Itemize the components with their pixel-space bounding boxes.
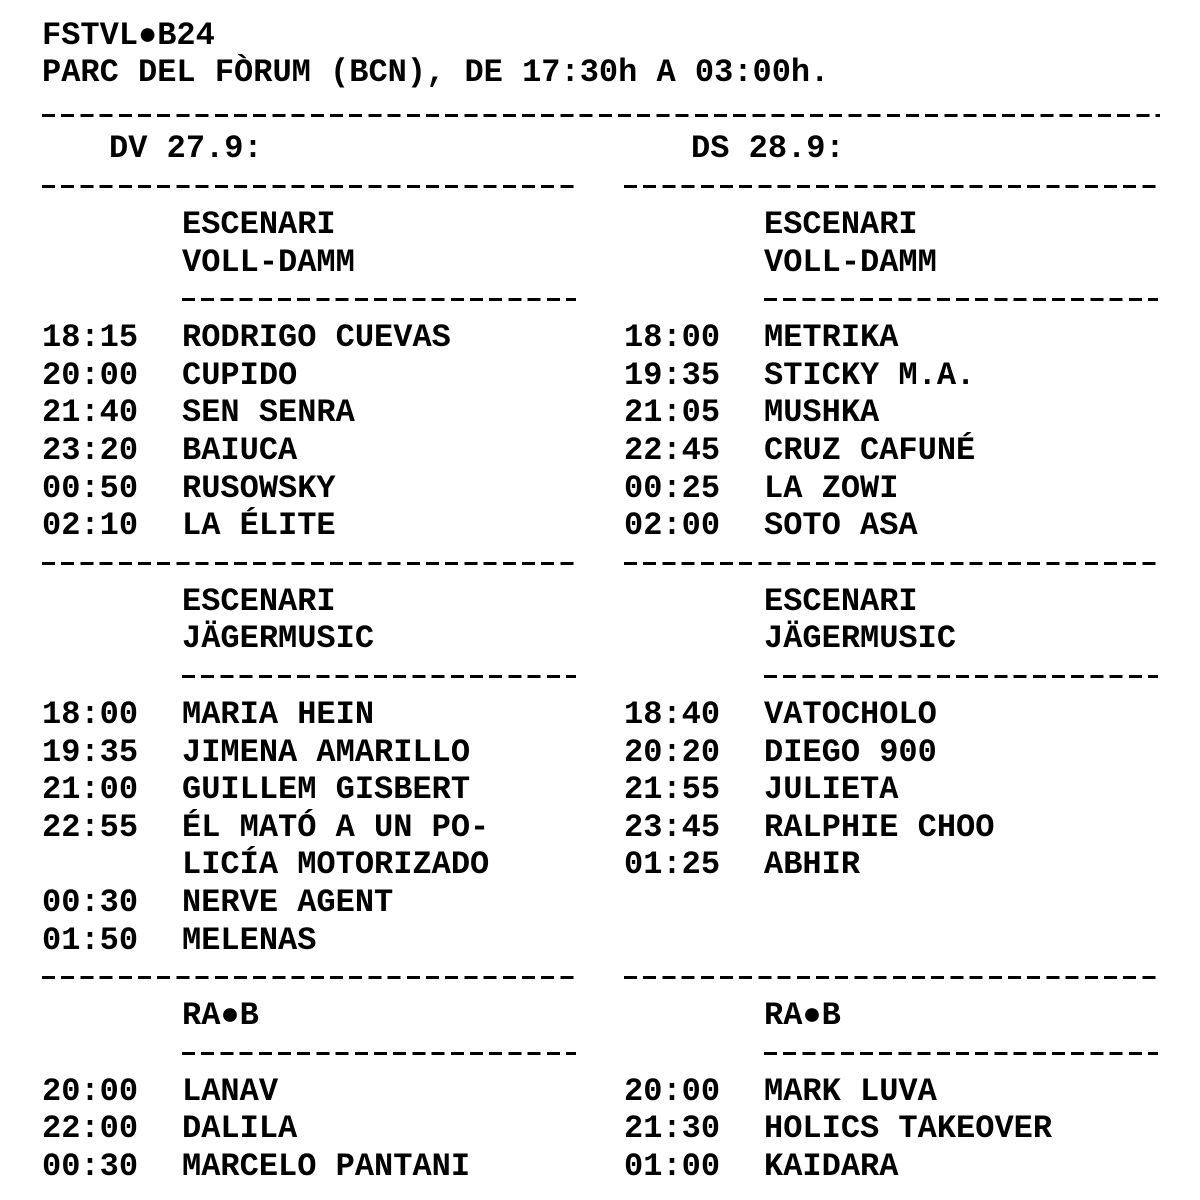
act-time xyxy=(42,846,182,884)
act-name: RALPHIE CHOO xyxy=(764,808,995,846)
divider-line xyxy=(42,545,582,583)
act-name: BAIUCA xyxy=(182,431,298,469)
act-row xyxy=(42,884,582,922)
stage-name-line: RA●B xyxy=(764,997,841,1035)
act-name: ÉL MATÓ A UN PO- xyxy=(182,808,490,846)
act-row xyxy=(624,734,1164,772)
act-name: LA ZOWI xyxy=(764,469,899,507)
dashed-rule xyxy=(624,185,1158,188)
stage-name-line: ESCENARI xyxy=(764,206,918,243)
divider-line xyxy=(624,1035,1164,1073)
act-time: 18:00 xyxy=(42,695,139,733)
dashed-rule xyxy=(42,976,576,979)
act-time: 00:25 xyxy=(624,469,721,507)
dashed-rule xyxy=(42,185,576,188)
act-row xyxy=(42,846,582,884)
act-row xyxy=(42,319,582,357)
act-time: 00:30 xyxy=(42,1147,139,1185)
act-time: 21:55 xyxy=(624,771,721,809)
act-row xyxy=(624,394,1164,432)
act-time: 20:20 xyxy=(624,733,721,771)
act-time: 02:00 xyxy=(624,507,721,545)
act-time: 20:00 xyxy=(624,1072,721,1110)
act-time: 00:50 xyxy=(42,469,139,507)
act-row xyxy=(624,470,1164,508)
act-name: VATOCHOLO xyxy=(764,695,937,733)
act-row xyxy=(42,1073,582,1111)
day-column-friday xyxy=(42,130,582,1185)
act-time: 21:40 xyxy=(42,394,139,432)
act-name: MUSHKA xyxy=(764,394,880,432)
act-time: 19:35 xyxy=(42,733,139,771)
act-name: RUSOWSKY xyxy=(182,469,336,507)
divider-line xyxy=(624,168,1164,206)
dashed-rule xyxy=(624,976,1158,979)
header-divider xyxy=(42,114,1160,117)
divider-line xyxy=(42,168,582,206)
dashed-rule xyxy=(182,298,576,301)
act-name: DALILA xyxy=(182,1110,298,1148)
stage-name-line: ESCENARI xyxy=(182,582,336,620)
act-row xyxy=(42,507,582,545)
act-row xyxy=(624,357,1164,395)
act-row xyxy=(624,432,1164,470)
divider-line xyxy=(624,545,1164,583)
act-row xyxy=(42,696,582,734)
stage-name-line: JÄGERMUSIC xyxy=(764,620,957,658)
dashed-rule xyxy=(182,1052,576,1055)
act-name: LICÍA MOTORIZADO xyxy=(182,846,490,884)
act-name: METRIKA xyxy=(764,319,899,357)
act-row xyxy=(624,809,1164,847)
act-name: LANAV xyxy=(182,1072,279,1110)
act-time: 21:05 xyxy=(624,394,721,432)
act-name: MARK LUVA xyxy=(764,1072,937,1110)
stage-block xyxy=(624,583,1164,658)
act-row xyxy=(42,470,582,508)
act-time: 20:00 xyxy=(42,1072,139,1110)
dashed-rule xyxy=(764,675,1158,678)
stage-block xyxy=(624,997,1164,1035)
act-name: JIMENA AMARILLO xyxy=(182,733,471,771)
act-name: MARIA HEIN xyxy=(182,695,375,733)
act-name: JULIETA xyxy=(764,771,899,809)
act-time: 02:10 xyxy=(42,507,139,545)
act-name: KAIDARA xyxy=(764,1147,899,1185)
dashed-rule xyxy=(624,562,1158,565)
act-row xyxy=(42,809,582,847)
act-name: ABHIR xyxy=(764,846,861,884)
act-row xyxy=(624,1110,1164,1148)
act-name: GUILLEM GISBERT xyxy=(182,771,471,809)
act-name: SOTO ASA xyxy=(764,507,918,545)
act-name: LA ÉLITE xyxy=(182,507,336,545)
act-row xyxy=(624,922,1164,960)
divider-line xyxy=(42,1035,582,1073)
day-column-saturday xyxy=(624,130,1164,1185)
act-row xyxy=(42,734,582,772)
act-row xyxy=(624,846,1164,884)
act-row xyxy=(42,1110,582,1148)
act-row xyxy=(42,432,582,470)
stage-block xyxy=(42,583,582,658)
act-name: NERVE AGENT xyxy=(182,883,394,921)
dashed-rule xyxy=(182,675,576,678)
dashed-rule xyxy=(764,1052,1158,1055)
stage-block xyxy=(42,997,582,1035)
divider-line xyxy=(624,959,1164,997)
stage-name-line: ESCENARI xyxy=(764,582,918,620)
day-label: DS 28.9: xyxy=(691,130,845,167)
act-row xyxy=(42,1148,582,1186)
day-label: DV 27.9: xyxy=(109,130,263,167)
act-time: 22:55 xyxy=(42,808,139,846)
act-name: HOLICS TAKEOVER xyxy=(764,1110,1053,1148)
act-name: SEN SENRA xyxy=(182,394,355,432)
act-time: 00:30 xyxy=(42,883,139,921)
dashed-rule xyxy=(764,298,1158,301)
act-time: 20:00 xyxy=(42,356,139,394)
act-time: 01:00 xyxy=(624,1147,721,1185)
act-time: 21:00 xyxy=(42,771,139,809)
act-time xyxy=(624,922,764,960)
act-name: CUPIDO xyxy=(182,356,298,394)
act-time: 23:20 xyxy=(42,431,139,469)
act-row xyxy=(624,319,1164,357)
dashed-rule xyxy=(42,562,576,565)
act-row xyxy=(624,507,1164,545)
stage-name-line: RA●B xyxy=(182,997,259,1035)
act-time: 01:50 xyxy=(42,921,139,959)
act-row xyxy=(624,884,1164,922)
act-time: 23:45 xyxy=(624,808,721,846)
act-row xyxy=(42,394,582,432)
divider-line xyxy=(624,658,1164,696)
act-row xyxy=(624,696,1164,734)
act-time: 18:15 xyxy=(42,319,139,357)
act-row xyxy=(42,922,582,960)
act-name: MELENAS xyxy=(182,921,317,959)
act-row xyxy=(42,357,582,395)
act-time: 21:30 xyxy=(624,1110,721,1148)
act-name xyxy=(764,922,1164,960)
divider-line xyxy=(42,658,582,696)
act-time: 19:35 xyxy=(624,356,721,394)
act-name: MARCELO PANTANI xyxy=(182,1147,471,1185)
act-time xyxy=(624,884,764,922)
stage-name-line: VOLL-DAMM xyxy=(764,243,937,281)
stage-block xyxy=(624,206,1164,281)
act-time: 18:40 xyxy=(624,695,721,733)
act-name xyxy=(764,884,1164,922)
act-name: CRUZ CAFUNÉ xyxy=(764,431,976,469)
venue-and-hours: PARC DEL FÒRUM (BCN), DE 17:30h A 03:00h. xyxy=(42,54,830,91)
act-time: 22:00 xyxy=(42,1110,139,1148)
divider-line xyxy=(624,281,1164,319)
act-name: DIEGO 900 xyxy=(764,733,937,771)
festival-title: FSTVL●B24 xyxy=(42,17,215,54)
act-name: RODRIGO CUEVAS xyxy=(182,319,451,357)
act-row xyxy=(42,771,582,809)
act-name: STICKY M.A. xyxy=(764,356,976,394)
act-time: 22:45 xyxy=(624,431,721,469)
act-time: 18:00 xyxy=(624,319,721,357)
stage-name-line: ESCENARI xyxy=(182,206,336,243)
act-time: 01:25 xyxy=(624,846,721,884)
act-row xyxy=(624,1148,1164,1186)
divider-line xyxy=(42,959,582,997)
divider-line xyxy=(42,281,582,319)
act-row xyxy=(624,1073,1164,1111)
stage-name-line: JÄGERMUSIC xyxy=(182,620,375,658)
act-row xyxy=(624,771,1164,809)
stage-block xyxy=(42,206,582,281)
stage-name-line: VOLL-DAMM xyxy=(182,243,355,281)
